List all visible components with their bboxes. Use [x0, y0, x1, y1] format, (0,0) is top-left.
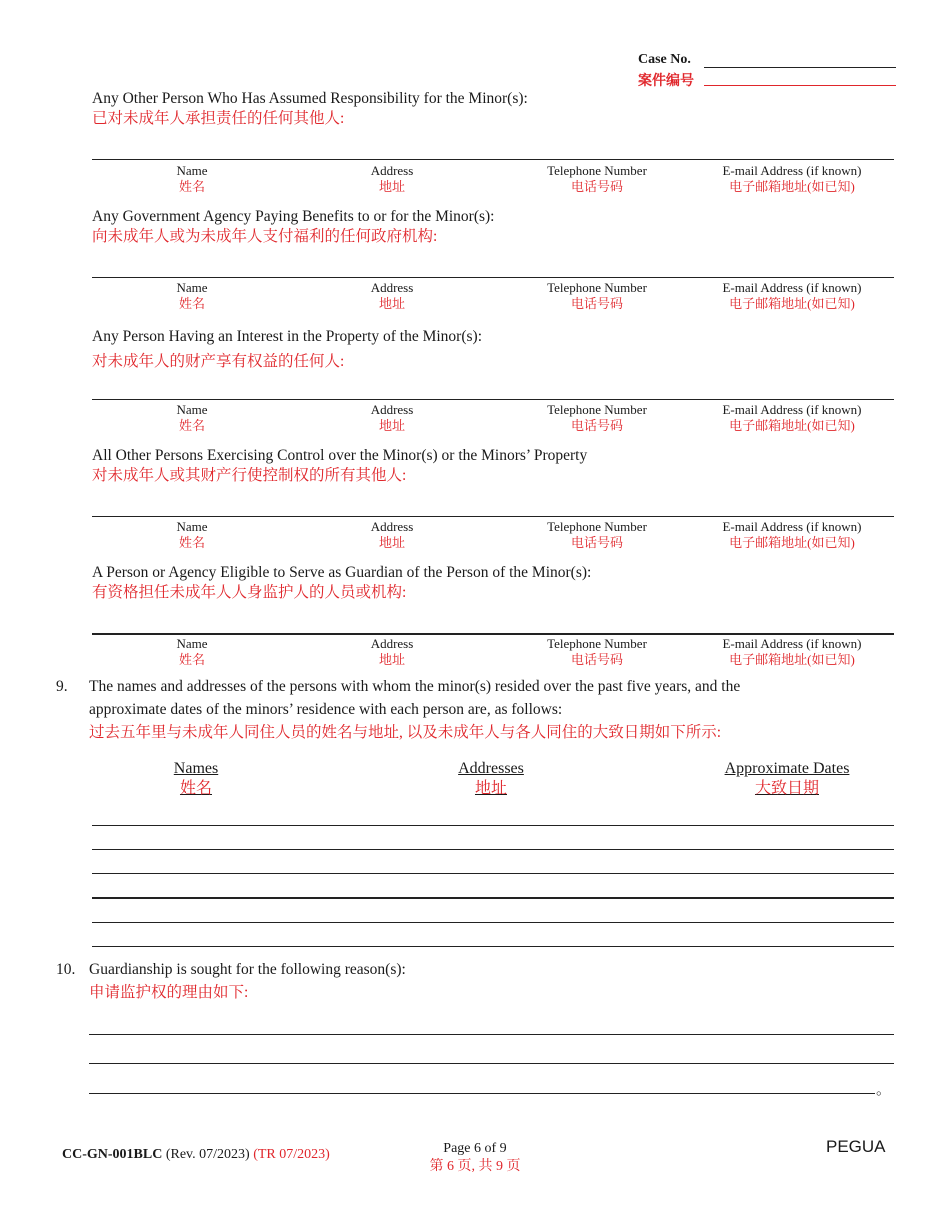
- form-id: CC-GN-001BLC: [62, 1147, 163, 1162]
- col-phone: [522, 402, 672, 434]
- col-name-zh: 姓名: [178, 418, 205, 433]
- header-dates-en: Approximate Dates: [724, 760, 850, 777]
- entry-line[interactable]: [92, 399, 894, 400]
- header-addresses-en: Addresses: [458, 760, 524, 777]
- col-email: [702, 280, 882, 312]
- reason-entry-line[interactable]: [89, 1063, 894, 1064]
- section-title-zh: 有资格担任未成年人人身监护人的人员或机构:: [92, 584, 407, 601]
- col-name-en: Name: [176, 402, 208, 417]
- col-name-zh: 姓名: [178, 652, 205, 667]
- col-name: [132, 280, 252, 312]
- col-email-zh: 电子邮箱地址(如已知): [729, 418, 855, 433]
- col-phone-en: Telephone Number: [547, 280, 647, 295]
- col-address-en: Address: [370, 402, 414, 417]
- col-email-zh: 电子邮箱地址(如已知): [729, 179, 855, 194]
- col-address: [332, 402, 452, 434]
- header-names-zh: 姓名: [179, 780, 212, 797]
- residence-entry-line[interactable]: [92, 922, 894, 923]
- case-number-field[interactable]: [704, 67, 896, 68]
- section-title: [92, 446, 587, 486]
- pegua-stamp: PEGUA: [826, 1137, 886, 1156]
- col-address: [332, 163, 452, 195]
- col-email: [702, 402, 882, 434]
- col-name: [132, 636, 252, 668]
- section-title-en: Any Government Agency Paying Benefits to or for the Minor(s):: [92, 208, 495, 225]
- residence-entry-line[interactable]: [92, 849, 894, 850]
- col-phone-en: Telephone Number: [547, 163, 647, 178]
- end-mark: 。: [876, 1082, 892, 1098]
- section-title: [92, 324, 482, 374]
- item9-text-en-2: approximate dates of the minors’ residence with each person are, as follows:: [89, 701, 563, 718]
- col-email: [702, 636, 882, 668]
- case-number-label: Case No.: [638, 52, 691, 67]
- residence-entry-line[interactable]: [92, 873, 894, 874]
- residence-entry-line[interactable]: [92, 825, 894, 826]
- section-title-zh: 对未成年人或其财产行使控制权的所有其他人:: [92, 467, 407, 484]
- col-phone-en: Telephone Number: [547, 636, 647, 651]
- reason-entry-line[interactable]: [89, 1093, 875, 1094]
- col-address-zh: 地址: [378, 179, 405, 194]
- col-email-en: E-mail Address (if known): [722, 519, 862, 534]
- residence-entry-line[interactable]: [92, 897, 894, 899]
- col-address-zh: 地址: [378, 418, 405, 433]
- item9-text-en-1: The names and addresses of the persons with whom the minor(s) resided over the past five years, and the: [89, 678, 741, 695]
- col-phone: [522, 163, 672, 195]
- col-email-zh: 电子邮箱地址(如已知): [729, 652, 855, 667]
- header-addresses-zh: 地址: [474, 780, 507, 797]
- col-name: [132, 519, 252, 551]
- col-phone-zh: 电话号码: [570, 535, 623, 550]
- col-phone-zh: 电话号码: [570, 296, 623, 311]
- item10-text-zh: 申请监护权的理由如下:: [89, 984, 249, 1001]
- col-name-zh: 姓名: [178, 179, 205, 194]
- col-email-en: E-mail Address (if known): [722, 280, 862, 295]
- col-address-zh: 地址: [378, 296, 405, 311]
- entry-line[interactable]: [92, 516, 894, 517]
- section-title-en: A Person or Agency Eligible to Serve as Guardian of the Person of the Minor(s):: [92, 564, 592, 581]
- col-address-en: Address: [370, 636, 414, 651]
- col-phone-zh: 电话号码: [570, 179, 623, 194]
- col-name: [132, 163, 252, 195]
- col-email: [702, 163, 882, 195]
- col-address: [332, 636, 452, 668]
- item10-text: [89, 958, 894, 1004]
- entry-line[interactable]: [92, 159, 894, 160]
- page-number: [400, 1140, 550, 1176]
- col-name-en: Name: [176, 636, 208, 651]
- col-address: [332, 519, 452, 551]
- col-address-en: Address: [370, 280, 414, 295]
- col-phone-en: Telephone Number: [547, 519, 647, 534]
- col-email-zh: 电子邮箱地址(如已知): [729, 296, 855, 311]
- col-address-en: Address: [370, 519, 414, 534]
- header-addresses: [421, 759, 561, 799]
- form-translation-revision: (TR 07/2023): [253, 1147, 330, 1162]
- col-name-en: Name: [176, 280, 208, 295]
- section-title-zh: 向未成年人或为未成年人支付福利的任何政府机构:: [92, 228, 438, 245]
- case-number-row-zh: [638, 70, 896, 88]
- header-dates: [702, 759, 872, 799]
- section-title: [92, 89, 528, 129]
- col-name-en: Name: [176, 163, 208, 178]
- item-number: 9.: [56, 678, 68, 695]
- col-email-en: E-mail Address (if known): [722, 402, 862, 417]
- col-email-en: E-mail Address (if known): [722, 636, 862, 651]
- col-email-zh: 电子邮箱地址(如已知): [729, 535, 855, 550]
- col-name-zh: 姓名: [178, 535, 205, 550]
- item-number: 10.: [56, 961, 76, 978]
- col-address-zh: 地址: [378, 535, 405, 550]
- case-number-block: [638, 52, 896, 88]
- case-number-row: [638, 52, 896, 70]
- item9-text-zh: 过去五年里与未成年人同住人员的姓名与地址, 以及未成年人与各人同住的大致日期如下所示:: [89, 724, 722, 741]
- col-phone-zh: 电话号码: [570, 418, 623, 433]
- col-email-en: E-mail Address (if known): [722, 163, 862, 178]
- item10-text-en: Guardianship is sought for the following reason(s):: [89, 961, 406, 978]
- page-number-zh: 第 6 页, 共 9 页: [429, 1159, 521, 1174]
- section-title-zh: 已对未成年人承担责任的任何其他人:: [92, 110, 345, 127]
- col-address-en: Address: [370, 163, 414, 178]
- col-address: [332, 280, 452, 312]
- entry-line[interactable]: [92, 277, 894, 278]
- case-number-label-zh: 案件编号: [638, 74, 694, 89]
- col-phone: [522, 636, 672, 668]
- item9-text: [89, 675, 894, 744]
- header-names-en: Names: [173, 760, 219, 777]
- col-email: [702, 519, 882, 551]
- col-address-zh: 地址: [378, 652, 405, 667]
- col-name: [132, 402, 252, 434]
- form-revision: (Rev. 07/2023): [165, 1147, 250, 1162]
- case-number-field-zh: [704, 85, 896, 86]
- header-dates-zh: 大致日期: [754, 780, 819, 797]
- entry-line[interactable]: [92, 633, 894, 635]
- col-phone: [522, 280, 672, 312]
- section-title-en: All Other Persons Exercising Control over the Minor(s) or the Minors’ Property: [92, 447, 588, 464]
- section-title-en: Any Person Having an Interest in the Property of the Minor(s):: [92, 328, 483, 345]
- section-title: [92, 563, 591, 603]
- section-title-zh: 对未成年人的财产享有权益的任何人:: [92, 353, 345, 370]
- section-title: [92, 207, 495, 247]
- form-id-line: [62, 1146, 330, 1164]
- col-name-en: Name: [176, 519, 208, 534]
- reason-entry-line[interactable]: [89, 1034, 894, 1035]
- col-phone: [522, 519, 672, 551]
- residence-entry-line[interactable]: [92, 946, 894, 947]
- col-phone-zh: 电话号码: [570, 652, 623, 667]
- col-name-zh: 姓名: [178, 296, 205, 311]
- col-phone-en: Telephone Number: [547, 402, 647, 417]
- header-names: [136, 759, 256, 799]
- section-title-en: Any Other Person Who Has Assumed Responsibility for the Minor(s):: [92, 90, 528, 107]
- page-number-en: Page 6 of 9: [443, 1141, 507, 1156]
